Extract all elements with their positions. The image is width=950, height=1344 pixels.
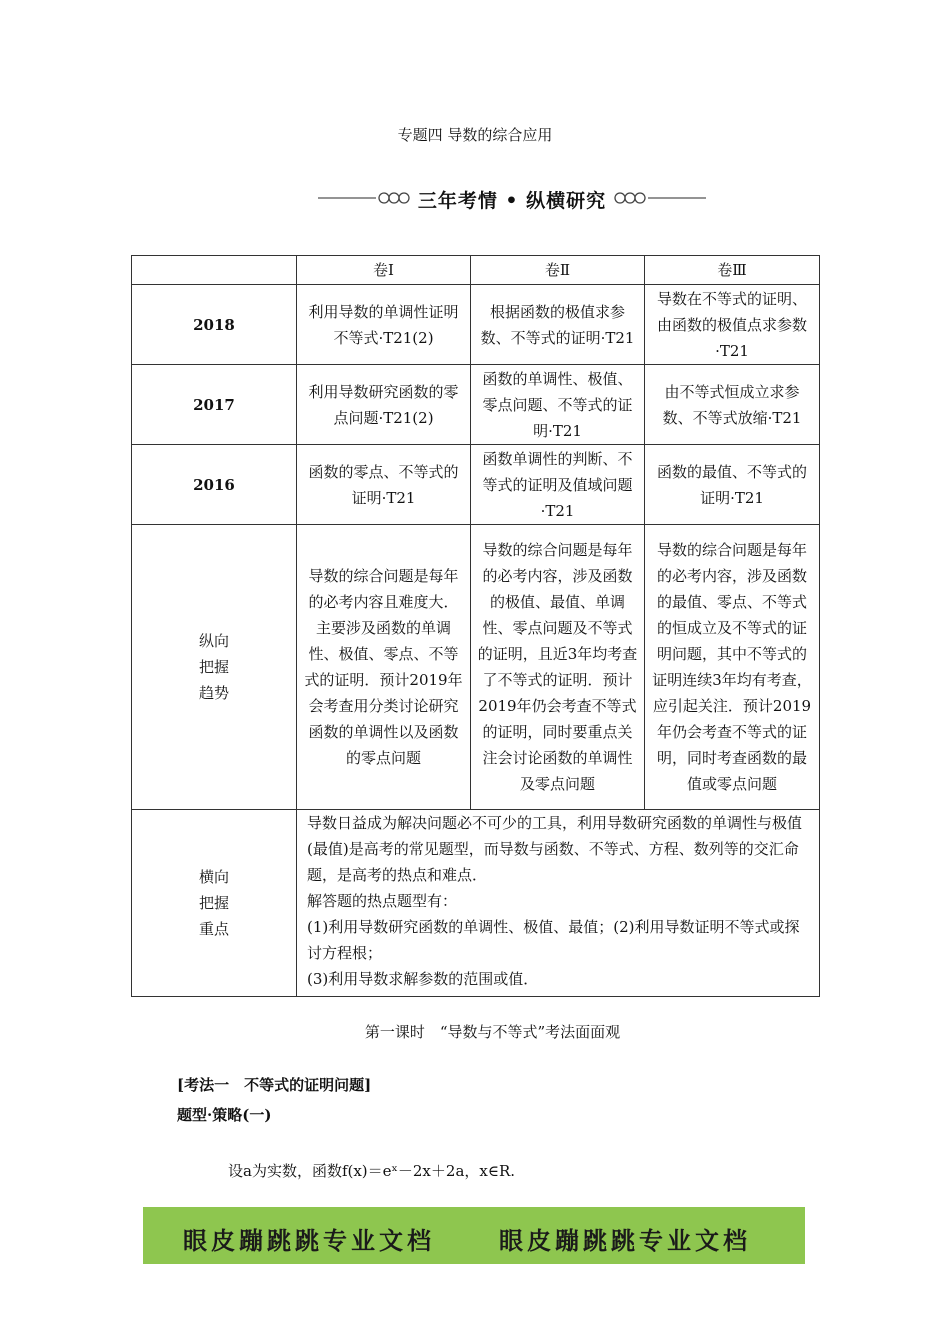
strategy-heading: 题型·策略(一): [177, 1106, 272, 1124]
table-header-row: [132, 256, 820, 285]
footer-watermark-text: 眼皮蹦跳跳专业文档: [183, 1226, 435, 1255]
focus-paragraph: 解答题的热点题型有：: [307, 892, 458, 910]
focus-paragraph: (3)利用导数求解参数的范围或值．: [307, 970, 539, 988]
table-cell: 导数的综合问题是每年的必考内容，涉及函数的最值、零点、不等式的恒成立及不等式的证明问题，其中不等式的证明连续3年均有考查，应引起关注．预计2019年仍会考查不等式的证明，同时考查函数的最值或零点问题: [645, 525, 820, 810]
table-cell: 导数的综合问题是每年的必考内容，涉及函数的极值、最值、单调性、零点问题及不等式的证明，且近3年均考查了不等式的证明．预计2019年仍会考查不等式的证明，同时要重点关注会讨论函数的单调性及零点问题: [471, 525, 645, 810]
table-cell: 利用导数的单调性证明不等式·T21(2): [297, 285, 471, 365]
table-cell: 导数的综合问题是每年的必考内容且难度大．主要涉及函数的单调性、极值、零点、不等式的证明．预计2019年会考查用分类讨论研究函数的单调性以及函数的零点问题: [297, 525, 471, 810]
table-cell: 根据函数的极值求参数、不等式的证明·T21: [471, 285, 645, 365]
focus-row: [132, 810, 820, 997]
row-year: 2017: [132, 365, 297, 445]
focus-paragraph: 导数日益成为解决问题必不可少的工具，利用导数研究函数的单调性与极值(最值)是高考的常见题型，而导数与函数、不等式、方程、数列等的交汇命题，是高考的热点和难点．: [307, 814, 803, 884]
exam-analysis-table: [131, 255, 820, 997]
table-row: [132, 445, 820, 525]
trend-label: 纵向把握趋势: [132, 525, 297, 810]
table-cell: 函数的零点、不等式的证明·T21: [297, 445, 471, 525]
page-title: 专题四 导数的综合应用: [397, 126, 553, 144]
row-year: 2018: [132, 285, 297, 365]
header-cell-empty: [132, 256, 297, 285]
trend-row: [132, 525, 820, 810]
table-cell: 利用导数研究函数的零点问题·T21(2): [297, 365, 471, 445]
table-cell: 导数在不等式的证明、由函数的极值点求参数·T21: [645, 285, 820, 365]
problem-statement: 设a为实数，函数f(x)＝eˣ－2x＋2a，x∈R.: [228, 1162, 516, 1180]
header-paper-2: 卷Ⅱ: [471, 256, 645, 285]
focus-content: [297, 810, 820, 997]
table-row: [132, 365, 820, 445]
table-cell: 函数单调性的判断、不等式的证明及值域问题·T21: [471, 445, 645, 525]
focus-paragraph: (1)利用导数研究函数的单调性、极值、最值；(2)利用导数证明不等式或探讨方程根；: [307, 918, 800, 962]
table-cell: 函数的单调性、极值、零点问题、不等式的证明·T21: [471, 365, 645, 445]
section-banner: [318, 184, 706, 212]
method-heading: [考法一 不等式的证明问题]: [177, 1076, 372, 1094]
footer-banner: [143, 1207, 805, 1264]
lesson-heading: 第一课时 “导数与不等式”考法面面观: [364, 1023, 621, 1041]
table-row: [132, 285, 820, 365]
header-paper-3: 卷Ⅲ: [645, 256, 820, 285]
table-cell: 函数的最值、不等式的证明·T21: [645, 445, 820, 525]
footer-watermark-text: 眼皮蹦跳跳专业文档: [499, 1226, 751, 1255]
table-cell: 由不等式恒成立求参数、不等式放缩·T21: [645, 365, 820, 445]
header-paper-1: 卷Ⅰ: [297, 256, 471, 285]
banner-title: 三年考情 • 纵横研究: [417, 190, 607, 212]
row-year: 2016: [132, 445, 297, 525]
focus-label: 横向把握重点: [132, 810, 297, 997]
